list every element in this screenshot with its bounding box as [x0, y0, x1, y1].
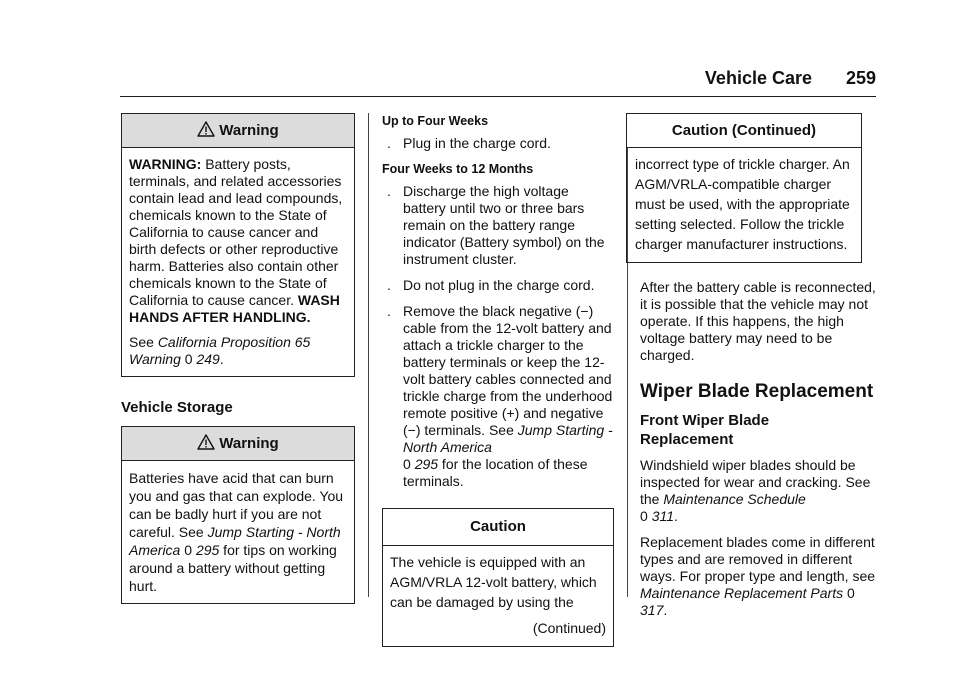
warning-see-ref [129, 334, 347, 368]
list-item-text: Do not plug in the charge cord. [403, 277, 595, 293]
paragraph-text: Replacement blades come in different types and are removed in different ways. For proper type and length, see [640, 534, 876, 584]
caution-continued-box [626, 113, 862, 263]
list-item [382, 183, 614, 268]
page-ref-311[interactable]: 311 [651, 508, 675, 524]
warning-box-california [121, 113, 355, 377]
reconnect-paragraph: After the battery cable is reconnected, it is possible that the vehicle may not operate. If this happens, the high voltage battery may need to be charged. [640, 279, 876, 363]
caution-continued-body [627, 148, 861, 262]
bullet: . [387, 183, 391, 199]
page-number: 259 [845, 68, 876, 88]
page-header [120, 70, 876, 97]
caution-box [382, 508, 614, 647]
warning-body-text: Battery posts, terminals, and related accessories contain lead and lead compounds, chemicals known to the State of California to cause cancer and birth defects or other reproductive harm. Batteries also contain other chemicals known to the State of California to cause cancer. [129, 156, 343, 308]
warning-heading-text: Warning [219, 122, 279, 139]
warning-header [122, 427, 354, 461]
caution-body [383, 546, 613, 646]
page-ref-arrow: 0 [843, 585, 855, 601]
continued-label: (Continued) [532, 620, 606, 636]
column-1 [121, 113, 355, 604]
column-2 [382, 113, 614, 647]
page-ref-295[interactable]: 295 [195, 542, 220, 558]
list-item-text: Plug in the charge cord. [403, 135, 551, 151]
warning-body [122, 148, 354, 376]
subsection-up-to-four-weeks: Up to Four Weeks [382, 114, 489, 128]
inspection-paragraph [640, 457, 876, 525]
list-item [382, 277, 614, 294]
caution-text: The vehicle is equipped with an AGM/VRLA 12-volt battery, which can be damaged by using the [390, 554, 597, 610]
list-item [382, 135, 614, 152]
page-ref-arrow: 0 [180, 542, 196, 558]
warning-header [122, 114, 354, 148]
subsection-front-wiper-blade: Front Wiper Blade Replacement [640, 412, 770, 448]
ref-period: . [219, 351, 224, 367]
warning-text [129, 469, 347, 595]
page-ref-arrow: 0 [180, 351, 197, 367]
warning-heading-text: Warning [219, 435, 279, 452]
caution-continued-text: incorrect type of trickle charger. An AGM/VRLA-compatible charger must be used, with the appropriate setting selected. Follow the trickle charger manufacturer instructions. [635, 156, 850, 252]
maintenance-schedule-link[interactable]: Maintenance Schedule [663, 491, 806, 507]
warning-lead: WARNING: [129, 156, 202, 172]
see-label: See [129, 334, 158, 350]
paragraph-text: Windshield wiper blades should be inspected for wear and cracking. See the [640, 457, 871, 507]
section-title-wiper-blade: Wiper Blade Replacement [640, 381, 874, 402]
subsection-four-weeks-to-12-months: Four Weeks to 12 Months [382, 162, 534, 176]
bullet: . [387, 135, 391, 151]
caution-continued-header: Caution (Continued) [627, 114, 861, 148]
warning-box-battery-acid [121, 426, 355, 604]
caution-header: Caution [383, 509, 613, 546]
page-ref-arrow: 0 [640, 508, 652, 524]
ref-period: . [663, 602, 668, 618]
warning-body-rest: for tips on working around a battery without getting hurt. [129, 542, 337, 594]
list-item-text: Discharge the high voltage battery until two or three bars remain on the battery range indicator (Battery symbol) on the instrument cluster. [403, 183, 605, 267]
section-title-vehicle-storage: Vehicle Storage [121, 399, 233, 416]
page-ref-249[interactable]: 249 [196, 351, 220, 367]
column-3 [635, 113, 876, 628]
warning-triangle-icon [197, 434, 215, 450]
jump-starting-link[interactable]: Jump Starting - North America [403, 422, 613, 455]
replacement-paragraph [640, 534, 876, 619]
page-ref-295[interactable]: 295 [414, 456, 439, 472]
list-item [382, 303, 614, 490]
warning-triangle-icon [197, 121, 215, 137]
page-ref-317[interactable]: 317 [640, 602, 664, 618]
bullet: . [387, 303, 391, 319]
jump-starting-link[interactable]: Jump Starting - North America [129, 524, 341, 558]
column-divider-left [368, 113, 369, 597]
page-ref-arrow: 0 [403, 456, 415, 472]
prop65-link[interactable]: California Proposition 65 Warning [129, 334, 311, 367]
section-header-title: Vehicle Care [704, 68, 812, 88]
ref-period: . [674, 508, 678, 524]
replacement-parts-link[interactable]: Maintenance Replacement Parts [640, 585, 844, 601]
warning-text [129, 156, 347, 326]
warning-body-text: Batteries have acid that can burn you and gas that can explode. You can be badly hurt if you are not careful. See [129, 470, 344, 540]
list-item-text: Remove the black negative (−) cable from the 12-volt battery and attach a trickle charger to the battery terminals or keep the 12-volt battery cables connected and trickle charge from the underhood remote positive (+) and negative (−) terminals. See [403, 303, 613, 438]
warning-emphasis: WASH HANDS AFTER HANDLING. [129, 292, 340, 325]
list-item-rest: for the location of these terminals. [403, 456, 588, 489]
warning-body [122, 461, 354, 603]
bullet: . [387, 277, 391, 293]
